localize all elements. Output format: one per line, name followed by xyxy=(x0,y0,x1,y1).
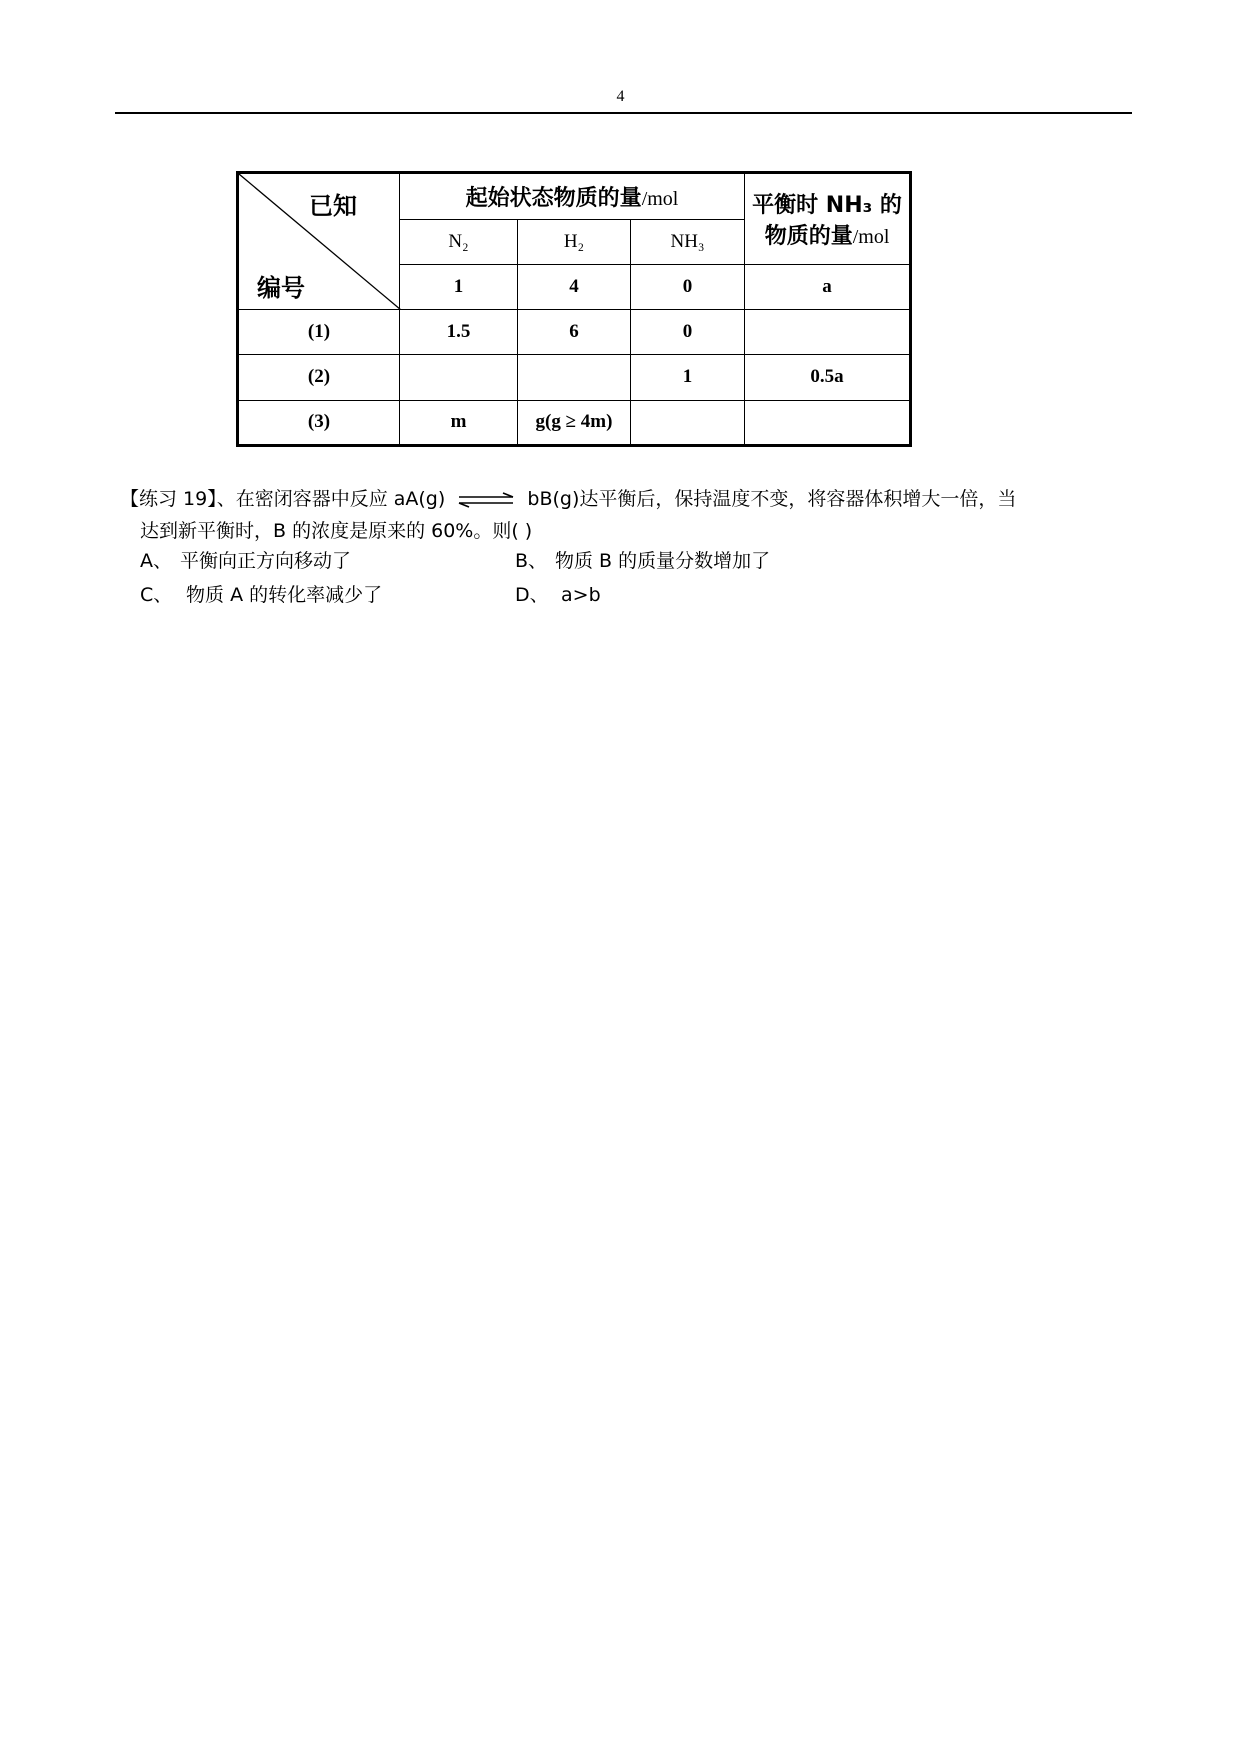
eq-header-unit: /mol xyxy=(852,225,890,248)
species-nh3: NH₃ xyxy=(631,220,745,264)
page-number: 4 xyxy=(616,88,625,105)
question-line2: 达到新平衡时，B 的浓度是原来的 60%。则( ) xyxy=(140,520,533,542)
eq-amount-header xyxy=(745,173,911,265)
row-h2 xyxy=(518,355,631,400)
option-letter: B、 xyxy=(515,550,548,572)
row-eq xyxy=(745,309,911,354)
option-text: 物质 B 的质量分数增加了 xyxy=(555,550,771,572)
question-line1 xyxy=(120,482,1016,516)
data-table-wrapper xyxy=(236,171,909,447)
table-row xyxy=(238,400,911,445)
row-h2: 6 xyxy=(518,309,631,354)
table-row xyxy=(238,355,911,400)
species-n2: N₂ xyxy=(400,220,518,264)
start-header-unit: /mol xyxy=(641,188,679,211)
known-eq: a xyxy=(745,264,911,309)
corner-label-known: 已知 xyxy=(309,192,357,220)
row-id: (2) xyxy=(238,355,400,400)
known-n2: 1 xyxy=(400,264,518,309)
row-eq: 0.5a xyxy=(745,355,911,400)
row-nh3 xyxy=(631,400,745,445)
start-header-text: 起始状态物质的量 xyxy=(465,186,642,212)
known-nh3: 0 xyxy=(631,264,745,309)
question-text-after: bB(g)达平衡后，保持温度不变，将容器体积增大一倍，当 xyxy=(527,488,1017,510)
row-nh3: 1 xyxy=(631,355,745,400)
option-c[interactable] xyxy=(140,580,382,607)
option-text: a>b xyxy=(555,584,601,606)
corner-label-number: 编号 xyxy=(257,273,305,302)
option-letter: C、 xyxy=(140,584,173,606)
start-amount-header xyxy=(400,173,745,220)
option-text: 平衡向正方向移动了 xyxy=(180,550,352,572)
corner-header-cell xyxy=(238,173,400,310)
data-table xyxy=(236,171,912,447)
row-n2: 1.5 xyxy=(400,309,518,354)
row-n2 xyxy=(400,355,518,400)
row-id: (3) xyxy=(238,400,400,445)
row-id: (1) xyxy=(238,309,400,354)
option-a[interactable] xyxy=(140,546,351,573)
row-nh3: 0 xyxy=(631,309,745,354)
option-d[interactable] xyxy=(515,580,601,607)
option-letter: D、 xyxy=(515,584,549,606)
option-text: 物质 A 的转化率减少了 xyxy=(180,584,383,606)
eq-header-line1: 平衡时 NH₃ 的 xyxy=(752,192,902,218)
species-h2: H₂ xyxy=(518,220,631,264)
row-h2: g(g ≥ 4m) xyxy=(518,400,631,445)
row-n2: m xyxy=(400,400,518,445)
known-h2: 4 xyxy=(518,264,631,309)
table-row xyxy=(238,309,911,354)
eq-header-line2: 物质的量 xyxy=(764,223,853,249)
row-eq xyxy=(745,400,911,445)
option-letter: A、 xyxy=(140,550,172,572)
header-rule xyxy=(115,112,1132,114)
question-text-before: 、在密闭容器中反应 aA(g) xyxy=(216,488,446,510)
option-b[interactable] xyxy=(515,546,770,573)
equilibrium-arrow-icon xyxy=(457,492,515,508)
exercise-label: 【练习 19】 xyxy=(120,488,217,510)
